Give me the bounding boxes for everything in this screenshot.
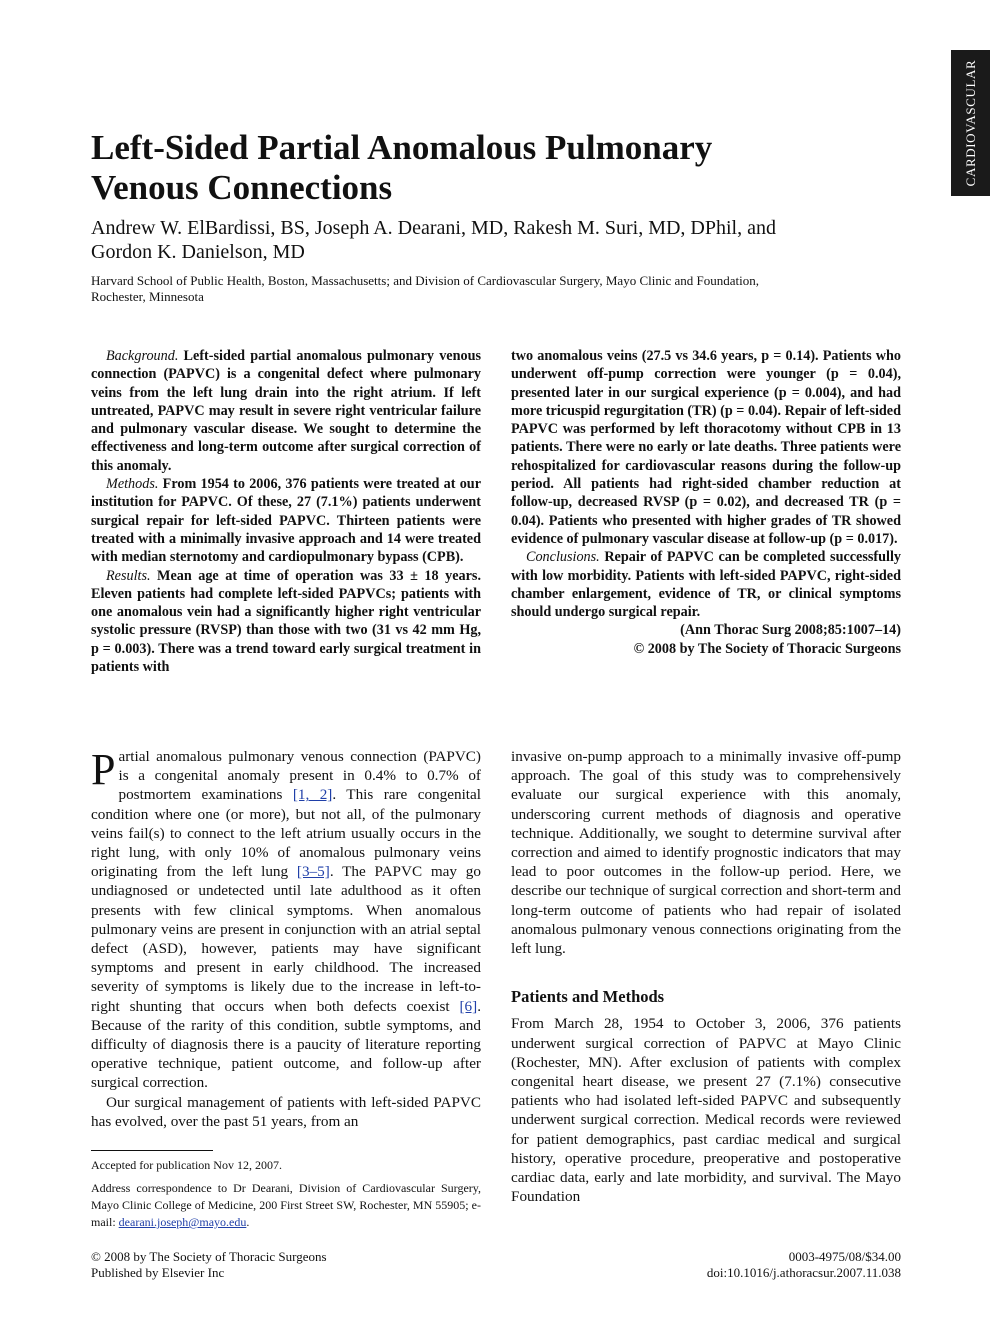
body-left-column (91, 747, 481, 1131)
email-link[interactable]: dearani.joseph@mayo.edu (118, 1215, 247, 1229)
footnote-divider (91, 1150, 213, 1151)
title-line: Venous Connections (91, 168, 393, 207)
body-right-column (511, 747, 901, 1206)
section-tab (951, 50, 990, 196)
footer-issn: 0003-4975/08/$34.00 (788, 1249, 901, 1264)
conclusions-label: Conclusions. (526, 549, 600, 566)
abstract-left-column (91, 347, 481, 676)
footnote-accepted: Accepted for publication Nov 12, 2007. (91, 1158, 282, 1172)
footer-right (707, 1249, 901, 1281)
author-list (91, 216, 891, 264)
body-paragraph: Our surgical management of patients with left-sided PAPVC has evolved, over the past 51 years, from an (91, 1093, 481, 1130)
affiliations (91, 273, 901, 305)
article-title (91, 128, 911, 208)
abstract-copyright: © 2008 by The Society of Thoracic Surgeons (633, 640, 901, 657)
abstract-methods: Methods. From 1954 to 2006, 376 patients were treated at our institution for PAPVC. Of these, 27 (7.1%) patients underwent surgical repair for left-sided PAPVC. Thirteen patients were treated with a minimally invasive approach and 14 were treated with median sternotomy and cardiopulmonary bypass (CPB). (91, 476, 481, 566)
abstract-conclusions: Conclusions. Repair of PAPVC can be completed successfully with low morbidity. Patients with left-sided PAPVC, right-sided chamber enlargement, evidence of TR, or clinical symptoms should undergo surgical repair. (511, 549, 901, 621)
footer-doi: doi:10.1016/j.athoracsur.2007.11.038 (706, 1265, 901, 1280)
section-tab-label: CARDIOVASCULAR (962, 59, 978, 187)
footer-copyright: © 2008 by The Society of Thoracic Surgeons (91, 1249, 327, 1264)
intro-paragraph: Partial anomalous pulmonary venous connection (PAPVC) is a congenital anomaly present in 0.4% to 0.7% of postmortem examinations [1, 2]. This rare congenital condition where one (or more), but not all, of the pulmonary veins fail(s) to connect to the left atrium usually occurs in the right lung, with only 10% of anomalous pulmonary veins originating from the left lung [3–5]. The PAPVC may go undiagnosed or undetected until late adulthood as it often presents with few clinical symptoms. When anomalous pulmonary veins are present in conjunction with an atrial septal defect (ASD), however, patients may have significant symptoms and present in early childhood. The increased severity of symptoms is likely due to the increase in left-to-right shunting that occurs when both defects coexist [6]. Because of the rarity of this condition, subtle symptoms, and difficulty of diagnosis there is a paucity of literature reporting operative technique, patient outcome, and follow-up after surgical correction. (91, 745, 481, 1092)
results-label: Results. (106, 567, 151, 584)
section-heading: Patients and Methods (511, 987, 665, 1007)
background-label: Background. (106, 348, 179, 364)
footer-left (91, 1249, 327, 1281)
abstract-right-column (511, 347, 901, 658)
methods-paragraph: From March 28, 1954 to October 3, 2006, 376 patients underwent surgical correction of PAPVC at Mayo Clinic (Rochester, MN). After exclusion of patients with complex congenital heart disease, we present 27 (7.1%) consecutive patients who had isolated left-sided PAPVC and subsequently underwent surgical correction. Medical records were reviewed for patient demographics, past cardiac medical and surgical history, operative procedure, preoperative and postoperative cardiac data, early and late morbidity, and survival. The Mayo Foundation (511, 1015, 901, 1206)
journal-citation: (Ann Thorac Surg 2008;85:1007–14) (680, 622, 901, 639)
body-paragraph: invasive on-pump approach to a minimally invasive off-pump approach. The goal of this study was to comprehensively evaluate our surgical experience with this anomaly, underscoring current methods of diagnosis and operative technique. Additionally, we sought to determine survival after correction and aimed to identify prognostic indicators that may lead to poor outcomes in the follow-up period. Here, we describe our technique of surgical correction and short-term and long-term outcome of patients who had repair of isolated anomalous pulmonary venous connections originating from the left lung. (511, 748, 901, 958)
drop-cap: P (91, 745, 116, 794)
abstract-background: Background. Left-sided partial anomalous pulmonary venous connection (PAPVC) is a congenital defect where pulmonary veins from the left lung drain into the right atrium. If left untreated, PAPVC may result in severe right ventricular failure and pulmonary vascular disease. We sought to determine the effectiveness and long-term outcome after surgical correction of this anomaly. (91, 348, 481, 474)
affiliation-line: Rochester, Minnesota (91, 289, 204, 304)
author-line: Gordon K. Danielson, MD (91, 241, 305, 263)
author-line: Andrew W. ElBardissi, BS, Joseph A. Dearani, MD, Rakesh M. Suri, MD, DPhil, and (91, 217, 776, 239)
reference-link[interactable]: [1, 2] (292, 786, 333, 804)
reference-link[interactable]: [6] (459, 997, 478, 1015)
footnote-address: Address correspondence to Dr Dearani, Division of Cardiovascular Surgery, Mayo Clinic College of Medicine, 200 First Street SW, Rochester, MN 55905; e-mail: dearani.joseph@mayo.edu. (91, 1181, 481, 1229)
methods-label: Methods. (106, 476, 159, 493)
abstract-results: Results. Mean age at time of operation was 33 ± 18 years. Eleven patients had complete left-sided PAPVCs; patients with one anomalous vein had a significantly higher right ventricular systolic pressure (RVSP) than those with two (31 vs 42 mm Hg, p = 0.003). There was a trend toward early surgical treatment in patients with (91, 567, 481, 676)
footer-publisher: Published by Elsevier Inc (91, 1265, 225, 1280)
title-line: Left-Sided Partial Anomalous Pulmonary (91, 128, 713, 167)
abstract-results-cont: two anomalous veins (27.5 vs 34.6 years, p = 0.14). Patients who underwent off-pump correction were younger (p = 0.04), presented later in our surgical experience (p = 0.004), and had more tricuspid regurgitation (TR) (p = 0.04). Repair of left-sided PAPVC was performed by left thoracotomy without CPB in 13 patients. There were no early or late deaths. Three patients were rehospitalized for cardiovascular reasons during the follow-up period. All patients had right-sided chamber reduction at follow-up, decreased RVSP (p = 0.02), and decreased TR (p = 0.04). Patients who presented with higher grades of TR showed evidence of pulmonary vascular disease at follow-up (p = 0.017). (511, 348, 901, 547)
reference-link[interactable]: [3–5] (296, 863, 330, 881)
affiliation-line: Harvard School of Public Health, Boston, Massachusetts; and Division of Cardiovascular Surgery, Mayo Clinic and Foundation, (91, 273, 759, 288)
